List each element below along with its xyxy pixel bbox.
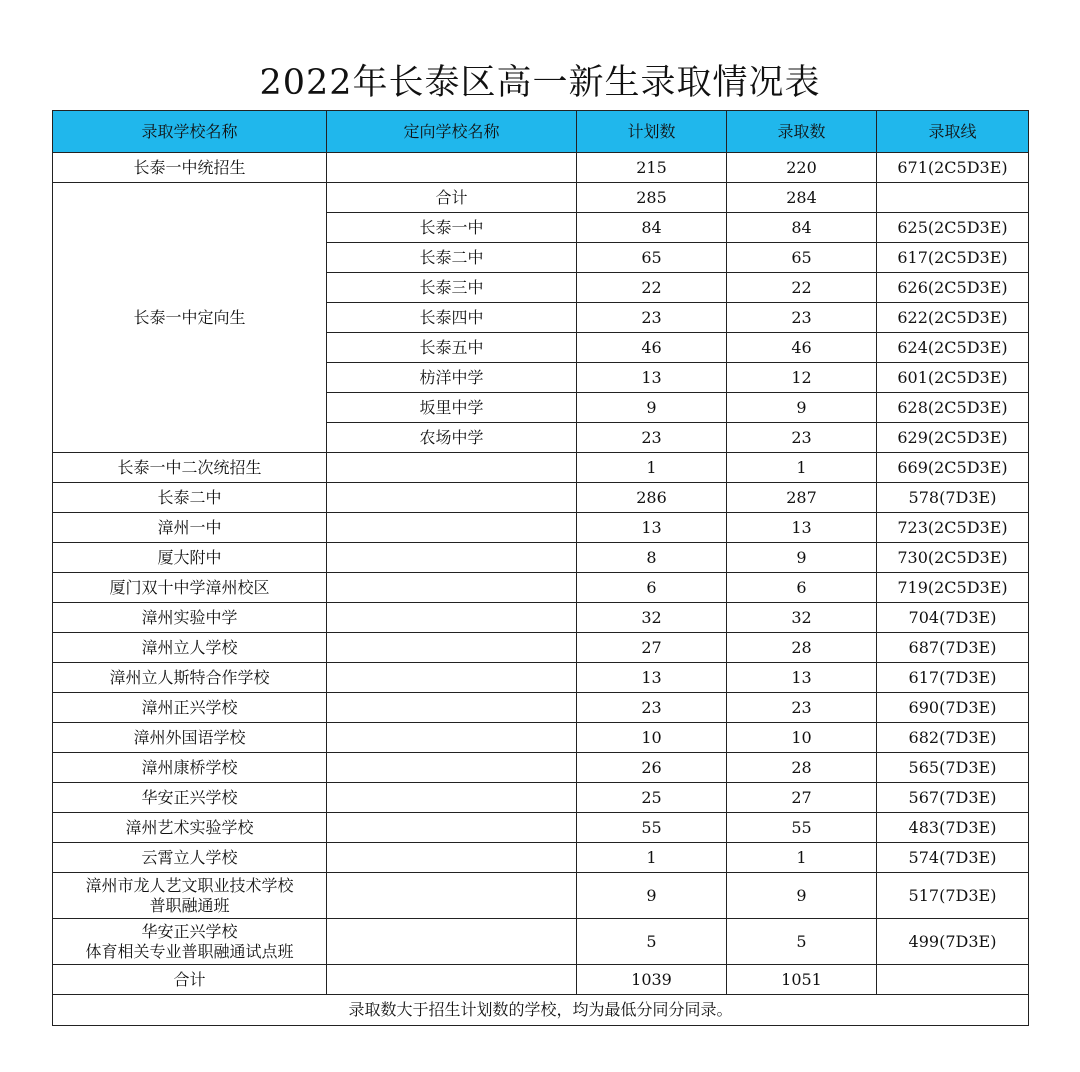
target-cell <box>327 153 577 183</box>
line-cell: 628(2C5D3E) <box>877 393 1029 423</box>
line-cell: 517(7D3E) <box>877 873 1029 919</box>
table-row <box>53 919 1029 965</box>
target-cell <box>327 663 577 693</box>
admitted-cell: 46 <box>727 333 877 363</box>
target-cell <box>327 483 577 513</box>
table-row <box>53 543 1029 573</box>
target-cell <box>327 783 577 813</box>
line-cell: 730(2C5D3E) <box>877 543 1029 573</box>
target-cell: 枋洋中学 <box>327 363 577 393</box>
plan-cell: 1 <box>577 843 727 873</box>
table-row <box>53 723 1029 753</box>
school-cell: 长泰一中二次统招生 <box>53 453 327 483</box>
plan-cell: 9 <box>577 393 727 423</box>
plan-cell: 5 <box>577 919 727 965</box>
plan-cell: 25 <box>577 783 727 813</box>
target-cell <box>327 873 577 919</box>
line-cell: 499(7D3E) <box>877 919 1029 965</box>
line-cell: 622(2C5D3E) <box>877 303 1029 333</box>
table-row <box>53 633 1029 663</box>
plan-cell: 215 <box>577 153 727 183</box>
admitted-cell: 9 <box>727 393 877 423</box>
target-cell <box>327 919 577 965</box>
target-cell <box>327 633 577 663</box>
school-cell: 厦门双十中学漳州校区 <box>53 573 327 603</box>
line-cell <box>877 183 1029 213</box>
admission-table <box>52 110 1029 1026</box>
target-cell: 合计 <box>327 183 577 213</box>
admitted-cell: 9 <box>727 873 877 919</box>
line-cell: 690(7D3E) <box>877 693 1029 723</box>
admitted-cell: 13 <box>727 513 877 543</box>
school-cell: 漳州艺术实验学校 <box>53 813 327 843</box>
target-cell <box>327 603 577 633</box>
admitted-cell: 6 <box>727 573 877 603</box>
plan-cell: 13 <box>577 663 727 693</box>
school-name-line1: 华安正兴学校 <box>141 921 238 941</box>
admitted-cell: 284 <box>727 183 877 213</box>
total-row <box>53 965 1029 995</box>
total-admitted: 1051 <box>727 965 877 995</box>
admitted-cell: 220 <box>727 153 877 183</box>
note-row <box>53 995 1029 1026</box>
target-cell: 长泰五中 <box>327 333 577 363</box>
plan-cell: 46 <box>577 333 727 363</box>
table-row <box>53 783 1029 813</box>
plan-cell: 6 <box>577 573 727 603</box>
target-cell <box>327 753 577 783</box>
plan-cell: 22 <box>577 273 727 303</box>
admitted-cell: 23 <box>727 303 877 333</box>
line-cell: 723(2C5D3E) <box>877 513 1029 543</box>
line-cell: 669(2C5D3E) <box>877 453 1029 483</box>
plan-cell: 27 <box>577 633 727 663</box>
school-cell: 长泰二中 <box>53 483 327 513</box>
target-cell <box>327 513 577 543</box>
table-row <box>53 513 1029 543</box>
target-cell <box>327 543 577 573</box>
admitted-cell: 27 <box>727 783 877 813</box>
plan-cell: 84 <box>577 213 727 243</box>
line-cell: 565(7D3E) <box>877 753 1029 783</box>
target-cell: 长泰一中 <box>327 213 577 243</box>
admitted-cell: 9 <box>727 543 877 573</box>
table-row <box>53 693 1029 723</box>
school-cell: 漳州康桥学校 <box>53 753 327 783</box>
school-cell <box>53 873 327 919</box>
plan-cell: 23 <box>577 423 727 453</box>
school-name-line1: 漳州市龙人艺文职业技术学校 <box>85 875 294 895</box>
plan-cell: 286 <box>577 483 727 513</box>
school-cell-dingxiang: 长泰一中定向生 <box>53 183 327 453</box>
plan-cell: 13 <box>577 513 727 543</box>
plan-cell: 23 <box>577 693 727 723</box>
target-cell: 农场中学 <box>327 423 577 453</box>
admitted-cell: 84 <box>727 213 877 243</box>
table-row <box>53 753 1029 783</box>
col-header-line: 录取线 <box>877 111 1029 153</box>
plan-cell: 13 <box>577 363 727 393</box>
line-cell: 578(7D3E) <box>877 483 1029 513</box>
plan-cell: 55 <box>577 813 727 843</box>
target-cell <box>327 453 577 483</box>
school-name-line2: 普职融通班 <box>149 895 230 915</box>
admitted-cell: 1 <box>727 453 877 483</box>
total-label: 合计 <box>53 965 327 995</box>
admitted-cell: 5 <box>727 919 877 965</box>
plan-cell: 65 <box>577 243 727 273</box>
line-cell: 682(7D3E) <box>877 723 1029 753</box>
school-cell: 漳州一中 <box>53 513 327 543</box>
school-cell: 厦大附中 <box>53 543 327 573</box>
col-header-school: 录取学校名称 <box>53 111 327 153</box>
line-cell: 483(7D3E) <box>877 813 1029 843</box>
table-row <box>53 843 1029 873</box>
line-cell: 687(7D3E) <box>877 633 1029 663</box>
table-row <box>53 153 1029 183</box>
admitted-cell: 65 <box>727 243 877 273</box>
school-cell: 云霄立人学校 <box>53 843 327 873</box>
table-row <box>53 453 1029 483</box>
plan-cell: 10 <box>577 723 727 753</box>
page-title: 2022年长泰区高一新生录取情况表 <box>259 63 821 103</box>
line-cell: 704(7D3E) <box>877 603 1029 633</box>
line-cell: 601(2C5D3E) <box>877 363 1029 393</box>
school-name-line2: 体育相关专业普职融通试点班 <box>85 941 294 961</box>
table-row <box>53 603 1029 633</box>
school-cell: 长泰一中统招生 <box>53 153 327 183</box>
target-cell: 长泰二中 <box>327 243 577 273</box>
table-header-row <box>53 111 1029 153</box>
line-cell: 574(7D3E) <box>877 843 1029 873</box>
line-cell: 617(2C5D3E) <box>877 243 1029 273</box>
footnote: 录取数大于招生计划数的学校，均为最低分同分同录。 <box>53 995 1029 1026</box>
table-row <box>53 183 1029 213</box>
plan-cell: 26 <box>577 753 727 783</box>
target-cell <box>327 843 577 873</box>
col-header-plan: 计划数 <box>577 111 727 153</box>
table-row <box>53 573 1029 603</box>
admitted-cell: 10 <box>727 723 877 753</box>
target-cell <box>327 573 577 603</box>
plan-cell: 32 <box>577 603 727 633</box>
school-cell: 漳州实验中学 <box>53 603 327 633</box>
admitted-cell: 28 <box>727 633 877 663</box>
admitted-cell: 1 <box>727 843 877 873</box>
school-cell: 漳州外国语学校 <box>53 723 327 753</box>
line-cell: 629(2C5D3E) <box>877 423 1029 453</box>
school-cell: 漳州立人斯特合作学校 <box>53 663 327 693</box>
admitted-cell: 12 <box>727 363 877 393</box>
target-cell <box>327 723 577 753</box>
line-cell: 625(2C5D3E) <box>877 213 1029 243</box>
target-cell <box>327 693 577 723</box>
table-row <box>53 483 1029 513</box>
plan-cell: 285 <box>577 183 727 213</box>
table-row <box>53 873 1029 919</box>
line-cell <box>877 965 1029 995</box>
admitted-cell: 22 <box>727 273 877 303</box>
plan-cell: 9 <box>577 873 727 919</box>
school-cell: 漳州立人学校 <box>53 633 327 663</box>
target-cell: 坂里中学 <box>327 393 577 423</box>
total-plan: 1039 <box>577 965 727 995</box>
table-row <box>53 813 1029 843</box>
plan-cell: 1 <box>577 453 727 483</box>
admitted-cell: 23 <box>727 693 877 723</box>
line-cell: 567(7D3E) <box>877 783 1029 813</box>
col-header-target: 定向学校名称 <box>327 111 577 153</box>
line-cell: 626(2C5D3E) <box>877 273 1029 303</box>
admitted-cell: 28 <box>727 753 877 783</box>
admitted-cell: 23 <box>727 423 877 453</box>
line-cell: 617(7D3E) <box>877 663 1029 693</box>
line-cell: 624(2C5D3E) <box>877 333 1029 363</box>
col-header-admitted: 录取数 <box>727 111 877 153</box>
admitted-cell: 287 <box>727 483 877 513</box>
plan-cell: 8 <box>577 543 727 573</box>
school-cell <box>53 919 327 965</box>
target-cell <box>327 965 577 995</box>
plan-cell: 23 <box>577 303 727 333</box>
school-cell: 漳州正兴学校 <box>53 693 327 723</box>
line-cell: 671(2C5D3E) <box>877 153 1029 183</box>
target-cell: 长泰三中 <box>327 273 577 303</box>
table-row <box>53 663 1029 693</box>
target-cell: 长泰四中 <box>327 303 577 333</box>
admitted-cell: 55 <box>727 813 877 843</box>
line-cell: 719(2C5D3E) <box>877 573 1029 603</box>
admitted-cell: 13 <box>727 663 877 693</box>
school-cell: 华安正兴学校 <box>53 783 327 813</box>
admitted-cell: 32 <box>727 603 877 633</box>
target-cell <box>327 813 577 843</box>
